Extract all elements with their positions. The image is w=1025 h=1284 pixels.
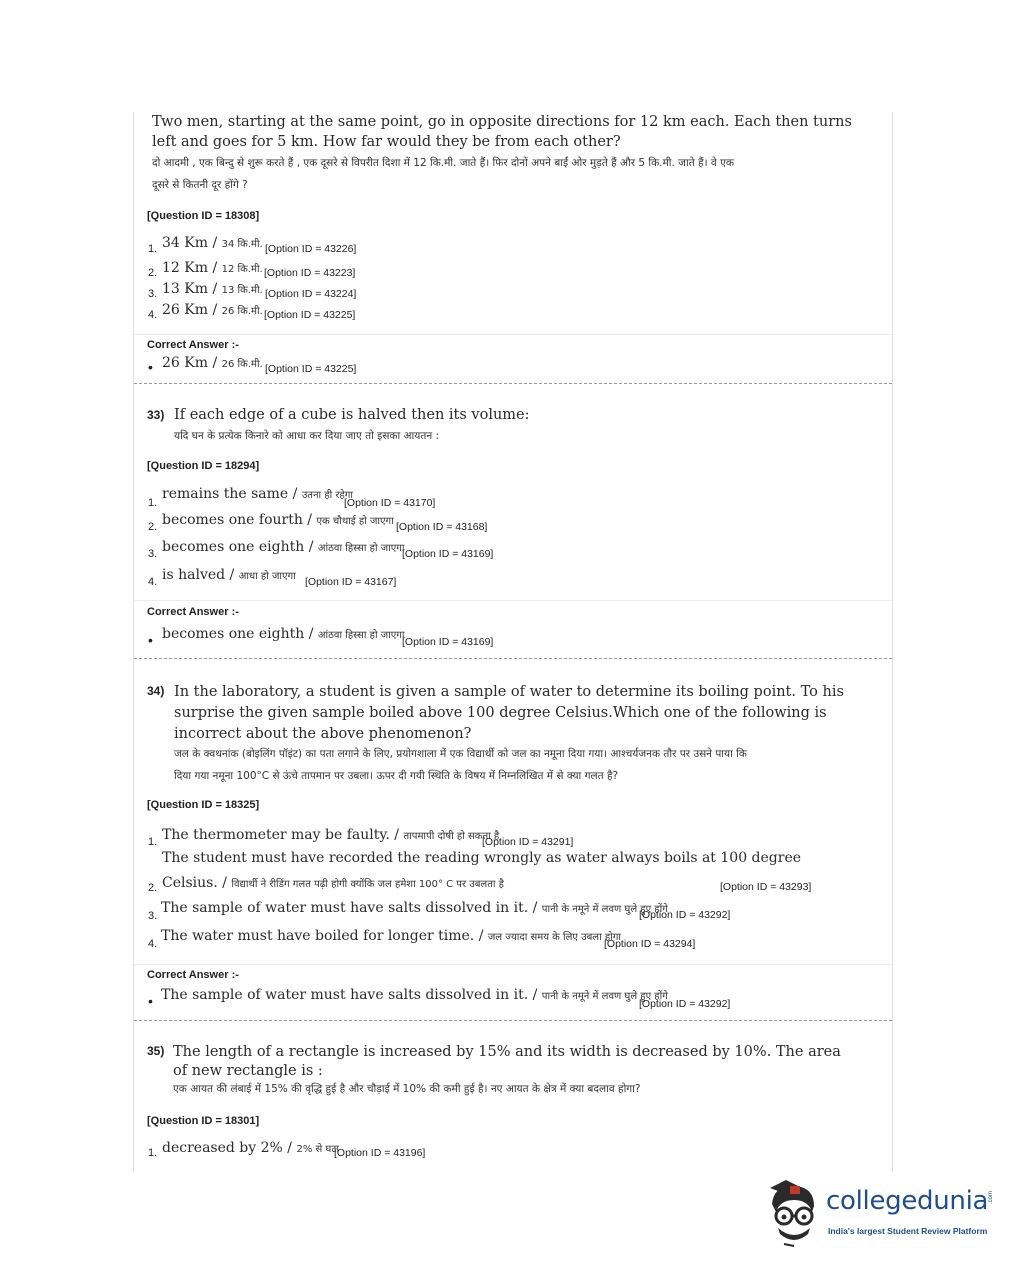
option-text: remains the same / उतना ही रहेगा [162, 486, 354, 502]
option-id: [Option ID = 43291] [482, 836, 574, 848]
question-text-hi: दिया गया नमूना 100°C से ऊंचे तापमान पर उबला। ऊपर दी गयी स्थिति के विषय में निम्नलिखित में से क्या गलत है? [174, 770, 619, 782]
option-text: The sample of water must have salts dissolved in it. / पानी के नमूने में लवण घुले हुए होंगे [161, 900, 668, 916]
option-id: [Option ID = 43169] [402, 548, 494, 560]
option-text: Celsius. / विद्यार्थी ने रीडिंग गलत पढ़ी होगी क्योंकि जल हमेशा 100° C पर उबलता है [162, 875, 504, 891]
divider [134, 600, 892, 601]
question-text-en: In the laboratory, a student is given a sample of water to determine its boiling point. To his [174, 684, 844, 700]
question-text-en: surprise the given sample boiled above 100 degree Celsius.Which one of the following is [174, 705, 827, 721]
question-separator [134, 658, 892, 659]
question-text-en: left and goes for 5 km. How far would they be from each other? [152, 134, 621, 150]
correct-answer-text: The sample of water must have salts dissolved in it. / पानी के नमूने में लवण घुले हुए होंगे [161, 987, 668, 1003]
option-text: decreased by 2% / 2% से घटा [162, 1140, 339, 1156]
question-text-hi: यदि घन के प्रत्येक किनारे को आधा कर दिया जाए तो इसका आयतन : [174, 430, 440, 442]
divider [134, 334, 892, 335]
question-text-hi: जल के क्वथनांक (बोइलिंग पॉइंट) का पता लगाने के लिए, प्रयोगशाला में एक विद्यार्थी को जल का नमूना दिया गया। आश्चर्यजनक तौर पर उसने पाया कि [174, 748, 747, 760]
question-number: 34) [147, 684, 165, 698]
option-text: The thermometer may be faulty. / तापमापी दोषी हो सकता है [162, 827, 500, 843]
option-text: 26 Km / 26 कि.मी. [162, 302, 263, 318]
option-number: 3. [148, 288, 158, 300]
question-text-en: incorrect about the above phenomenon? [174, 726, 472, 742]
question-text-hi: दूसरे से कितनी दूर होंगे ? [152, 179, 248, 191]
question-id: [Question ID = 18301] [147, 1115, 260, 1127]
question-number: 35) [147, 1044, 165, 1058]
question-text-en: of new rectangle is : [173, 1063, 323, 1079]
correct-answer-text: becomes one eighth / आंठवा हिस्सा हो जाएगा [162, 626, 405, 642]
option-text: is halved / आधा हो जाएगा [162, 567, 296, 583]
question-text-en: The length of a rectangle is increased by 15% and its width is decreased by 10%. The area [173, 1044, 841, 1060]
question-paper-page [133, 112, 893, 1172]
correct-answer-text: 26 Km / 26 कि.मी. [162, 355, 263, 371]
option-id: [Option ID = 43168] [396, 521, 488, 533]
question-text-hi: एक आयत की लंबाई में 15% की वृद्धि हुई है और चौड़ाई में 10% की कमी हुई है। नए आयत के क्षेत्र में क्या बदलाव होगा? [173, 1083, 641, 1095]
correct-answer-label: Correct Answer :- [147, 969, 239, 981]
option-number: 1. [148, 1147, 158, 1159]
question-text-en: Two men, starting at the same point, go in opposite directions for 12 km each. Each then turns [152, 114, 852, 130]
option-id: [Option ID = 43223] [264, 267, 356, 279]
question-separator [134, 1020, 892, 1021]
option-number: 2. [148, 882, 158, 894]
option-number: 2. [148, 521, 158, 533]
option-number: 4. [148, 576, 158, 588]
option-text: 12 Km / 12 कि.मी. [162, 260, 263, 276]
option-id: [Option ID = 43170] [344, 497, 436, 509]
collegedunia-logo [762, 1178, 994, 1248]
option-text: 13 Km / 13 कि.मी. [162, 281, 263, 297]
option-number: 2. [148, 267, 158, 279]
option-text-en: The student must have recorded the reading wrongly as water always boils at 100 degree [162, 850, 802, 866]
option-id: [Option ID = 43294] [604, 938, 696, 950]
option-number: 1. [148, 497, 158, 509]
option-id: [Option ID = 43225] [264, 309, 356, 321]
option-text: becomes one eighth / आंठवा हिस्सा हो जाएगा [162, 539, 405, 555]
question-id: [Question ID = 18308] [147, 210, 260, 222]
bullet: • [148, 993, 153, 1009]
option-text: becomes one fourth / एक चौथाई हो जाएगा [162, 512, 394, 528]
option-number: 1. [148, 243, 158, 255]
question-separator [134, 383, 892, 384]
bullet: • [148, 359, 153, 375]
option-number: 4. [148, 938, 158, 950]
option-number: 3. [148, 910, 158, 922]
option-id: [Option ID = 43292] [639, 998, 731, 1010]
option-number: 1. [148, 836, 158, 848]
bullet: • [148, 632, 153, 648]
option-id: [Option ID = 43225] [265, 363, 357, 375]
question-number: 33) [147, 408, 165, 422]
option-text: The water must have boiled for longer time. / जल ज्यादा समय के लिए उबला होगा [161, 928, 621, 944]
option-id: [Option ID = 43196] [334, 1147, 426, 1159]
option-number: 4. [148, 309, 158, 321]
option-id: [Option ID = 43169] [402, 636, 494, 648]
option-id: [Option ID = 43292] [639, 909, 731, 921]
option-id: [Option ID = 43224] [265, 288, 357, 300]
logo-domain: .com [988, 1190, 994, 1204]
mascot-icon [762, 1178, 824, 1248]
option-number: 3. [148, 548, 158, 560]
question-text-en: If each edge of a cube is halved then its volume: [174, 407, 530, 423]
option-text: 34 Km / 34 कि.मी. [162, 235, 263, 251]
option-id: [Option ID = 43293] [720, 881, 812, 893]
question-id: [Question ID = 18294] [147, 460, 260, 472]
correct-answer-label: Correct Answer :- [147, 606, 239, 618]
logo-tagline: India's largest Student Review Platform [828, 1226, 988, 1236]
option-id: [Option ID = 43226] [265, 243, 357, 255]
question-text-hi: दो आदमी , एक बिन्दु से शुरू करते हैं , एक दूसरे से विपरीत दिशा में 12 कि.मी. जाते हैं। फिर दोनों अपने बाईं ओर मुड़ते हैं और 5 कि.मी. जाते हैं। वे एक [152, 157, 734, 169]
option-id: [Option ID = 43167] [305, 576, 397, 588]
question-id: [Question ID = 18325] [147, 799, 260, 811]
correct-answer-label: Correct Answer :- [147, 339, 239, 351]
logo-name: collegedunia [826, 1186, 989, 1216]
divider [134, 964, 892, 965]
